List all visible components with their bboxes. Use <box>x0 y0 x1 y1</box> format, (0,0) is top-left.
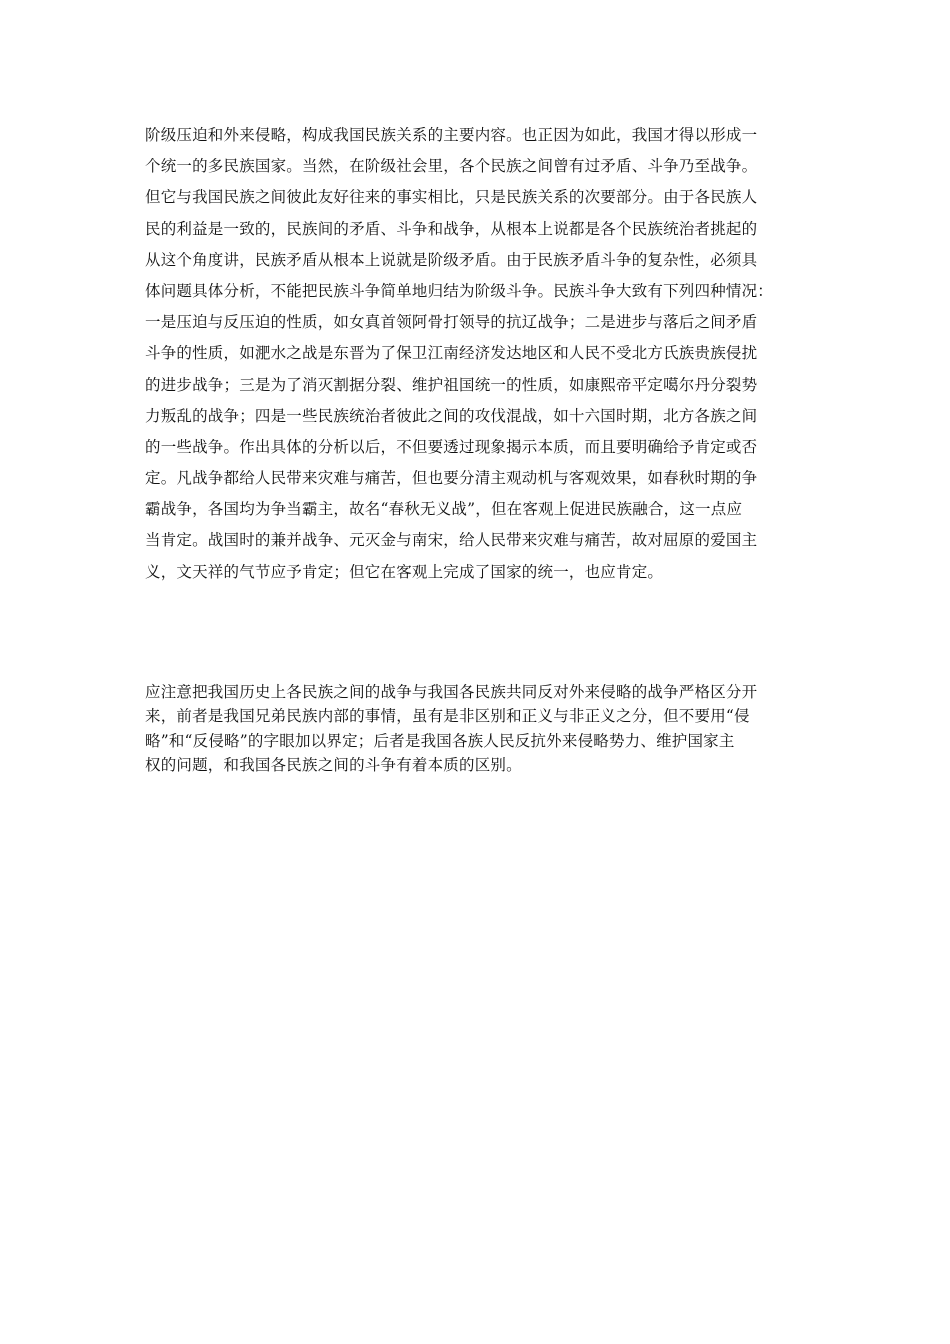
text-line: 阶级压迫和外来侵略，构成我国民族关系的主要内容。也正因为如此，我国才得以形成一 <box>145 126 758 144</box>
text-line: 一是压迫与反压迫的性质，如女真首领阿骨打领导的抗辽战争；二是进步与落后之间矛盾 <box>145 313 758 332</box>
text-line: 略”和“反侵略”的字眼加以界定；后者是我国各族人民反抗外来侵略势力、维护国家主 <box>145 731 735 750</box>
text-line: 义，文天祥的气节应予肯定；但它在客观上完成了国家的统一，也应肯定。 <box>145 562 664 581</box>
text-line: 体问题具体分析，不能把民族斗争简单地归结为阶级斗争。民族斗争大致有下列四种情况： <box>145 281 774 300</box>
paragraph-ethnic-conflicts <box>145 120 815 588</box>
text-line: 民的利益是一致的，民族间的矛盾、斗争和战争，从根本上说都是各个民族统治者挑起的 <box>145 219 758 238</box>
paragraph-distinguish-wars <box>145 680 815 778</box>
text-line: 当肯定。战国时的兼并战争、元灭金与南宋，给人民带来灾难与痛苦，故对屈原的爱国主 <box>145 531 758 550</box>
text-line: 权的问题，和我国各民族之间的斗争有着本质的区别。 <box>145 756 522 775</box>
text-line: 个统一的多民族国家。当然，在阶级社会里，各个民族之间曾有过矛盾、斗争乃至战争。 <box>145 157 758 176</box>
text-line: 但它与我国民族之间彼此友好往来的事实相比，只是民族关系的次要部分。由于各民族人 <box>145 188 758 207</box>
text-line: 应注意把我国历史上各民族之间的战争与我国各民族共同反对外来侵略的战争严格区分开 <box>145 683 758 701</box>
text-line: 的进步战争；三是为了消灭割据分裂、维护祖国统一的性质，如康熙帝平定噶尔丹分裂势 <box>145 375 758 394</box>
text-line: 斗争的性质，如淝水之战是东晋为了保卫江南经济发达地区和人民不受北方氏族贵族侵扰 <box>145 344 758 363</box>
text-line: 定。凡战争都给人民带来灾难与痛苦，但也要分清主观动机与客观效果，如春秋时期的争 <box>145 469 758 488</box>
text-line: 力叛乱的战争；四是一些民族统治者彼此之间的攻伐混战，如十六国时期，北方各族之间 <box>145 406 758 425</box>
text-line: 的一些战争。作出具体的分析以后，不但要透过现象揭示本质，而且要明确给予肯定或否 <box>145 437 758 456</box>
text-line: 霸战争，各国均为争当霸主，故名“春秋无义战”，但在客观上促进民族融合，这一点应 <box>145 500 743 519</box>
text-line: 从这个角度讲，民族矛盾从根本上说就是阶级矛盾。由于民族矛盾斗争的复杂性，必须具 <box>145 250 758 269</box>
text-line: 来，前者是我国兄弟民族内部的事情，虽有是非区别和正义与非正义之分，但不要用“侵 <box>145 707 750 726</box>
